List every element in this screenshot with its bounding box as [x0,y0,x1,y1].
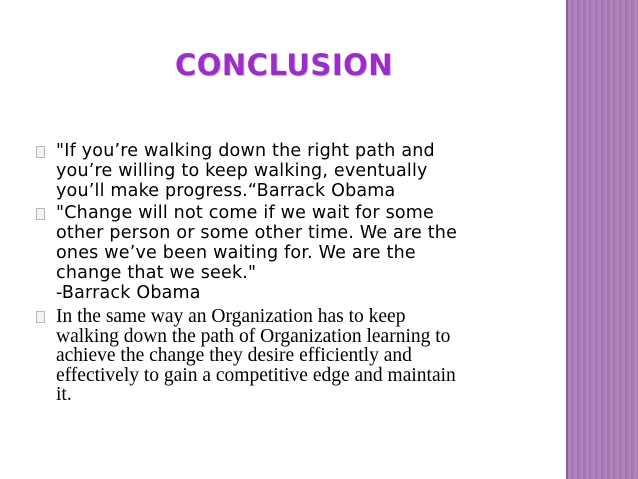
bullet-line: ones we’ve been waiting for. We are the [56,243,416,263]
bullet-line: walking down the path of Organization learning to [56,325,451,347]
bullet-quote-1 [36,141,556,201]
bullet-marker-icon [36,146,45,158]
bullet-line: it. [56,384,72,405]
bullet-line: "Change will not come if we wait for some [56,203,435,223]
bullet-marker-icon [36,311,45,323]
bullet-marker-icon [36,208,45,220]
bullet-line: -Barrack Obama [56,283,201,303]
bullet-line: other person or some other time. We are the [56,223,458,243]
bullet-line: change that we seek." [56,263,257,283]
bullet-line: effectively to gain a competitive edge and maintain [56,364,456,386]
bullet-list [36,141,556,405]
bullet-conclusion [36,307,556,405]
bullet-line: you’ll make progress.“Barrack Obama [56,181,396,201]
bullet-line: achieve the change they desire efficiently and [56,345,412,366]
bullet-line: In the same way an Organization has to keep [56,306,406,327]
slide-title: CONCLUSION [174,48,394,82]
bullet-quote-2 [36,203,556,303]
decorative-side-band [568,0,638,479]
bullet-line: "If you’re walking down the right path and [56,141,435,161]
bullet-line: you’re willing to keep walking, eventually [56,161,428,181]
